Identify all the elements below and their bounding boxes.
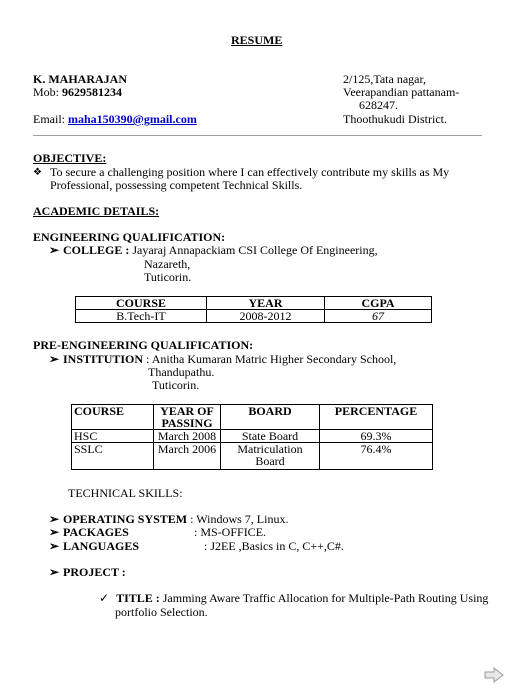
table-cell: B.Tech-IT (76, 310, 207, 323)
table-cell: HSC (72, 430, 154, 443)
project-label: PROJECT : (63, 565, 126, 579)
arrow-bullet-icon: ➢ (49, 512, 60, 526)
email-link[interactable]: maha150390@gmail.com (68, 112, 197, 126)
check-bullet-icon: ✓ (99, 591, 110, 605)
objective-text-line-2: Professional, possessing competent Technical Skills. (50, 178, 303, 192)
column-header: BOARD (221, 405, 320, 430)
packages-line (49, 526, 129, 539)
table-cell: State Board (221, 430, 320, 443)
table-row (72, 430, 433, 443)
project-title-line (99, 592, 488, 605)
institution-district: Tuticorin. (152, 378, 200, 392)
table-cell: 69.3% (320, 430, 433, 443)
institution-line (49, 353, 396, 366)
table-header-row (72, 405, 433, 430)
email-label: Email: (33, 112, 65, 126)
table-cell: SSLC (72, 443, 154, 470)
table-cell: 67 (325, 310, 432, 323)
college-line (49, 244, 378, 257)
address-line-2: Veerapandian pattanam- (343, 85, 460, 99)
operating-system-label: OPERATING SYSTEM (63, 512, 188, 526)
table-cell: 2008-2012 (207, 310, 325, 323)
objective-text-line-1: To secure a challenging position where I can effectively contribute my skills as My (50, 165, 450, 179)
diamond-bullet-icon: ❖ (33, 167, 42, 178)
table-cell: March 2006 (154, 443, 221, 470)
engineering-table (75, 296, 432, 323)
column-header: COURSE (72, 405, 154, 430)
column-header: PERCENTAGE (320, 405, 433, 430)
academic-heading: ACADEMIC DETAILS: (33, 204, 160, 218)
column-header: COURSE (76, 297, 207, 310)
college-separator: : (125, 243, 130, 257)
email-line (33, 113, 197, 126)
languages-label: LANGUAGES (63, 539, 140, 553)
languages-line (49, 540, 139, 553)
technical-skills-heading: TECHNICAL SKILLS: (68, 486, 183, 500)
table-row (72, 443, 433, 470)
next-page-arrow-icon[interactable] (484, 667, 504, 683)
arrow-bullet-icon: ➢ (49, 243, 60, 257)
college-district: Tuticorin. (144, 270, 192, 284)
arrow-bullet-icon: ➢ (49, 539, 60, 553)
college-name: Jayaraj Annapackiam CSI College Of Engineering, (132, 243, 378, 257)
arrow-bullet-icon: ➢ (49, 525, 60, 539)
packages-label: PACKAGES (63, 525, 129, 539)
languages-value: : J2EE ,Basics in C, C++,C#. (204, 539, 344, 553)
objective-heading: OBJECTIVE: (33, 151, 107, 165)
column-header: YEAR (207, 297, 325, 310)
arrow-bullet-icon: ➢ (49, 565, 60, 579)
project-title-text: Jamming Aware Traffic Allocation for Multiple-Path Routing Using (162, 591, 489, 605)
project-line (49, 566, 126, 579)
header-divider (33, 135, 482, 136)
resume-title: RESUME (231, 33, 283, 47)
address-line-1: 2/125,Tata nagar, (343, 72, 426, 86)
college-city: Nazareth, (144, 257, 191, 271)
table-header-row (76, 297, 432, 310)
table-cell: 76.4% (320, 443, 433, 470)
operating-system-value: : Windows 7, Linux. (190, 512, 289, 526)
table-cell: Matriculation Board (221, 443, 320, 470)
institution-town: Thandupathu. (148, 365, 215, 379)
pre-engineering-heading: PRE-ENGINEERING QUALIFICATION: (33, 338, 254, 352)
mobile-label: Mob: (33, 85, 60, 99)
institution-name: : Anitha Kumaran Matric Higher Secondary School, (146, 352, 397, 366)
address-line-4: Thoothukudi District. (343, 112, 447, 126)
address-line-3: 628247. (359, 98, 398, 112)
engineering-heading: ENGINEERING QUALIFICATION: (33, 230, 226, 244)
mobile-line (33, 86, 122, 99)
column-header: CGPA (325, 297, 432, 310)
institution-label: INSTITUTION (63, 352, 144, 366)
college-label: COLLEGE (63, 243, 123, 257)
project-title-text-line-2: portfolio Selection. (115, 605, 208, 619)
mobile-number: 9629581234 (62, 85, 123, 99)
column-header: YEAR OF PASSING (154, 405, 221, 430)
school-table (71, 404, 433, 470)
candidate-name: K. MAHARAJAN (33, 72, 127, 86)
project-title-label: TITLE : (116, 591, 160, 605)
table-row (76, 310, 432, 323)
packages-value: : MS-OFFICE. (194, 525, 267, 539)
table-cell: March 2008 (154, 430, 221, 443)
arrow-bullet-icon: ➢ (49, 352, 60, 366)
